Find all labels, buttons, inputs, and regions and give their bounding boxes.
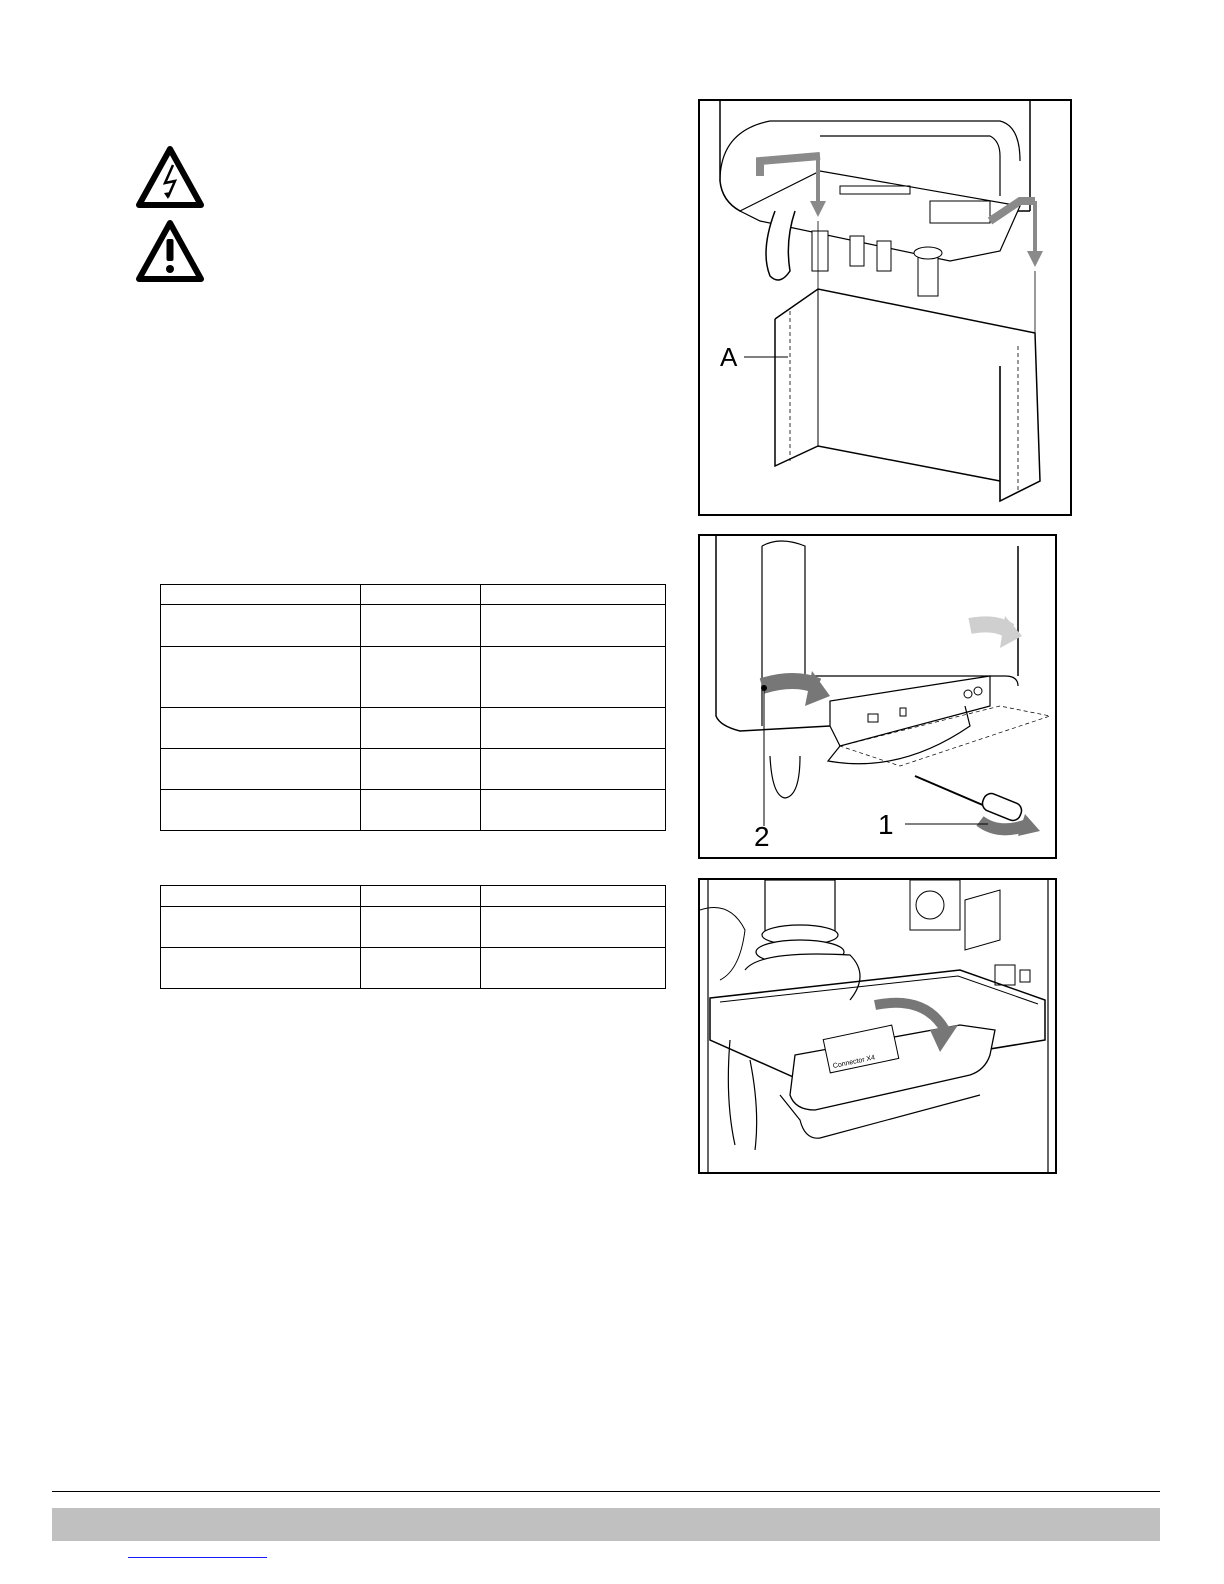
electric-hazard-icon: [135, 145, 205, 209]
board-label: Connector X4: [832, 1054, 876, 1071]
figure-panel-opening: [698, 534, 1057, 859]
table-cell: [361, 886, 481, 907]
figure-cover-removal: [698, 99, 1072, 516]
table-cell: [481, 886, 666, 907]
table-cell: [361, 585, 481, 605]
table-cell: [161, 886, 361, 907]
label-1: 1: [878, 809, 894, 840]
table-row: [161, 907, 666, 948]
table-row: [161, 948, 666, 989]
table-row: [161, 647, 666, 708]
footer-link-underline[interactable]: [128, 1557, 267, 1558]
label-2: 2: [754, 821, 770, 852]
label-a: A: [720, 342, 738, 372]
footer-rule: [52, 1491, 1160, 1492]
caution-warning-icon: [135, 219, 205, 283]
footer-bar: [52, 1508, 1160, 1541]
table-row: [161, 790, 666, 831]
table-cell: [161, 585, 361, 605]
table-cell: [481, 585, 666, 605]
figure-internal-view: [698, 878, 1057, 1174]
table-row: [161, 749, 666, 790]
table-row: [161, 605, 666, 647]
spec-table-2: [160, 885, 666, 989]
spec-table-1: [160, 584, 666, 831]
table-row: [161, 708, 666, 749]
